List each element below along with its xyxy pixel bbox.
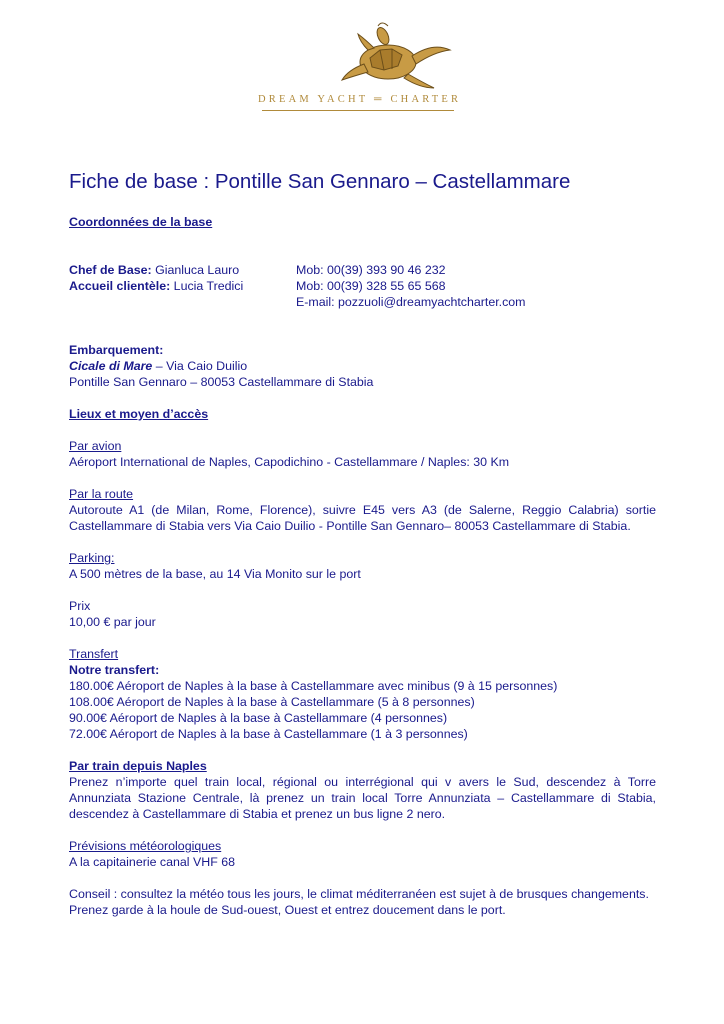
- meteo-text: A la capitainerie canal VHF 68: [69, 855, 235, 869]
- email-link[interactable]: pozzuoli@dreamyachtcharter.com: [338, 295, 526, 309]
- dream-yacht-charter-logo: [258, 22, 462, 114]
- par-train-label: Par train depuis Naples: [69, 759, 207, 773]
- transfert-item: 108.00€ Aéroport de Naples à la base à Castellammare (5 à 8 personnes): [69, 695, 475, 709]
- par-route-text: Autoroute A1 (de Milan, Rome, Florence), suivre E45 vers A3 (de Salerne, Reggio Calabria) sortie Castellammare di Stabia vers Via Caio Duilio - Pontille San Gennaro– 80053 Castellammare di Stabia.: [69, 503, 656, 533]
- par-train-text: Prenez n’importe quel train local, régional ou interrégional qui v avers le Sud, descendez à Torre Annunziata Stazione Centrale, là prenez un train local Torre Annunziata – Castellammare di Stabia, descendez à Castellammare di Stabia et prenez un bus ligne 2 nero.: [69, 775, 656, 821]
- email-label: E-mail:: [296, 295, 338, 309]
- embarquement-place: Cicale di Mare: [69, 359, 153, 373]
- brand-underline: [262, 110, 454, 111]
- transfert-item: 90.00€ Aéroport de Naples à la base à Castellammare (4 personnes): [69, 711, 448, 725]
- chef-label: Chef de Base:: [69, 263, 152, 277]
- par-avion-text: Aéroport International de Naples, Capodichino - Castellammare / Naples: 30 Km: [69, 455, 510, 469]
- page-title: Fiche de base : Pontille San Gennaro – Castellammare: [69, 170, 571, 193]
- accueil-label: Accueil clientèle:: [69, 279, 171, 293]
- parking-label: Parking:: [69, 551, 115, 565]
- contacts-block: [69, 262, 656, 310]
- prix-text: 10,00 € par jour: [69, 615, 156, 629]
- section-heading-coordonnees: Coordonnées de la base: [69, 215, 213, 229]
- conseil-line-2: Prenez garde à la houle de Sud-ouest, Ouest et entrez doucement dans le port.: [69, 903, 506, 917]
- transfert-label: Transfert: [69, 647, 119, 661]
- turtle-icon: [338, 22, 458, 92]
- embarquement-label: Embarquement:: [69, 343, 164, 357]
- brand-name: DREAM YACHT ═ CHARTER: [258, 94, 462, 105]
- meteo-label: Prévisions météorologiques: [69, 839, 222, 853]
- par-route-label: Par la route: [69, 487, 134, 501]
- transfert-item: 180.00€ Aéroport de Naples à la base à Castellammare avec minibus (9 à 15 personnes): [69, 679, 558, 693]
- embarquement-address: Pontille San Gennaro – 80053 Castellammare di Stabia: [69, 375, 374, 389]
- accueil-name: Lucia Tredici: [170, 279, 244, 293]
- parking-text: A 500 mètres de la base, au 14 Via Monito sur le port: [69, 567, 361, 581]
- document-body: [69, 170, 656, 918]
- embarquement-street: – Via Caio Duilio: [152, 359, 248, 373]
- prix-label: Prix: [69, 599, 91, 613]
- section-heading-lieux: Lieux et moyen d’accès: [69, 407, 209, 421]
- transfert-item: 72.00€ Aéroport de Naples à la base à Castellammare (1 à 3 personnes): [69, 727, 468, 741]
- notre-transfert-label: Notre transfert:: [69, 663, 160, 677]
- conseil-line-1: Conseil : consultez la météo tous les jours, le climat méditerranéen est sujet à de brusques changements.: [69, 887, 649, 901]
- chef-name: Gianluca Lauro: [151, 263, 240, 277]
- mob-chef: Mob: 00(39) 393 90 46 232: [296, 263, 446, 277]
- mob-accueil: Mob: 00(39) 328 55 65 568: [296, 279, 446, 293]
- par-avion-label: Par avion: [69, 439, 122, 453]
